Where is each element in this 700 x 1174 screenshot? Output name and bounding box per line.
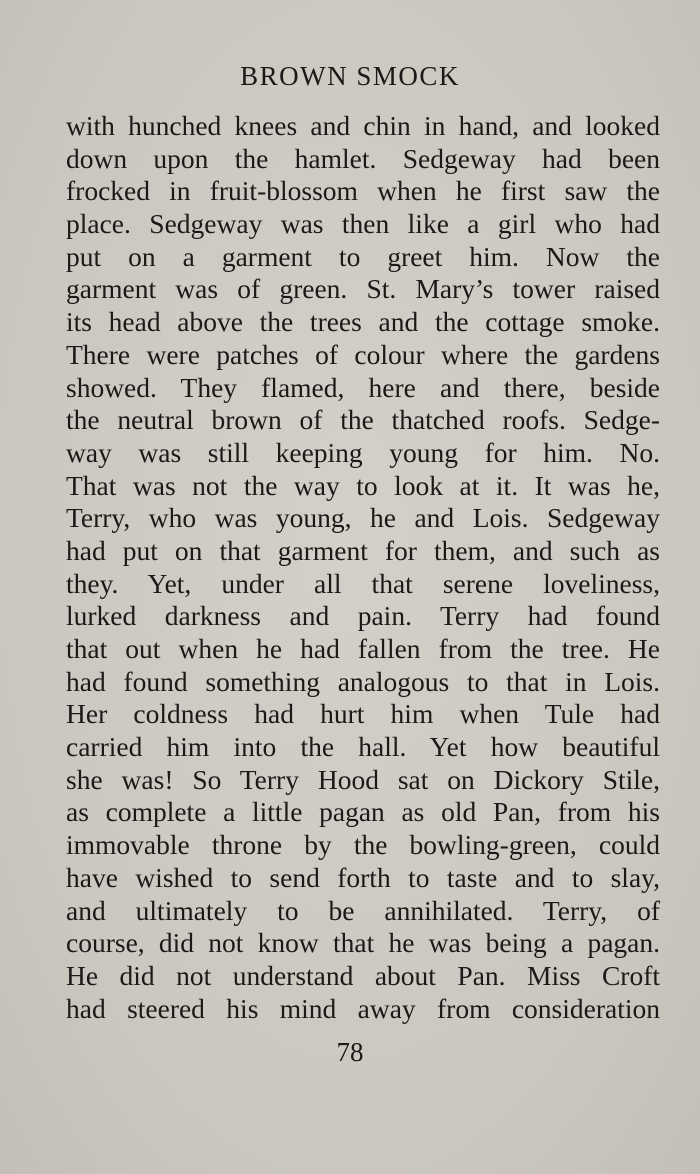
- text-line: as complete a little pagan as old Pan, from his: [66, 796, 660, 828]
- text-line: garment was of green. St. Mary’s tower raised: [66, 273, 660, 305]
- text-line: That was not the way to look at it. It was he,: [66, 469, 660, 501]
- text-line: put on a garment to greet him. Now the: [66, 240, 660, 272]
- text-line: the neutral brown of the thatched roofs. Sedge-: [66, 404, 660, 436]
- text-line: had found something analogous to that in Lois.: [66, 665, 660, 697]
- text-line: He did not understand about Pan. Miss Croft: [66, 959, 660, 991]
- text-line: with hunched knees and chin in hand, and looked: [66, 110, 660, 141]
- text-line: immovable throne by the bowling-green, could: [66, 829, 660, 861]
- text-line: its head above the trees and the cottage smoke.: [66, 306, 660, 338]
- text-line: place. Sedgeway was then like a girl who had: [66, 208, 660, 240]
- body-text: [66, 110, 660, 1025]
- text-line: lurked darkness and pain. Terry had found: [66, 600, 660, 632]
- text-line: showed. They flamed, here and there, beside: [66, 371, 660, 403]
- text-line: she was! So Terry Hood sat on Dickory Stile,: [66, 763, 660, 795]
- text-line: course, did not know that he was being a pagan.: [66, 927, 660, 959]
- text-line: and ultimately to be annihilated. Terry, of: [66, 894, 660, 926]
- text-line: that out when he had fallen from the tree. He: [66, 633, 660, 664]
- running-head: BROWN SMOCK: [240, 61, 460, 91]
- text-line: There were patches of colour where the gardens: [66, 338, 660, 370]
- text-line: Terry, who was young, he and Lois. Sedgeway: [66, 502, 660, 534]
- text-line: they. Yet, under all that serene loveliness,: [66, 567, 660, 599]
- text-line: had put on that garment for them, and such as: [66, 534, 660, 566]
- text-line: down upon the hamlet. Sedgeway had been: [66, 142, 660, 174]
- text-line: had steered his mind away from consideration: [66, 992, 660, 1024]
- text-line: carried him into the hall. Yet how beautiful: [66, 731, 660, 763]
- text-line: Her coldness had hurt him when Tule had: [66, 698, 660, 730]
- text-line: frocked in fruit-blossom when he first saw the: [66, 175, 660, 207]
- text-line: have wished to send forth to taste and to slay,: [66, 861, 660, 893]
- text-line: way was still keeping young for him. No.: [66, 436, 660, 468]
- page-number: 78: [336, 1037, 364, 1067]
